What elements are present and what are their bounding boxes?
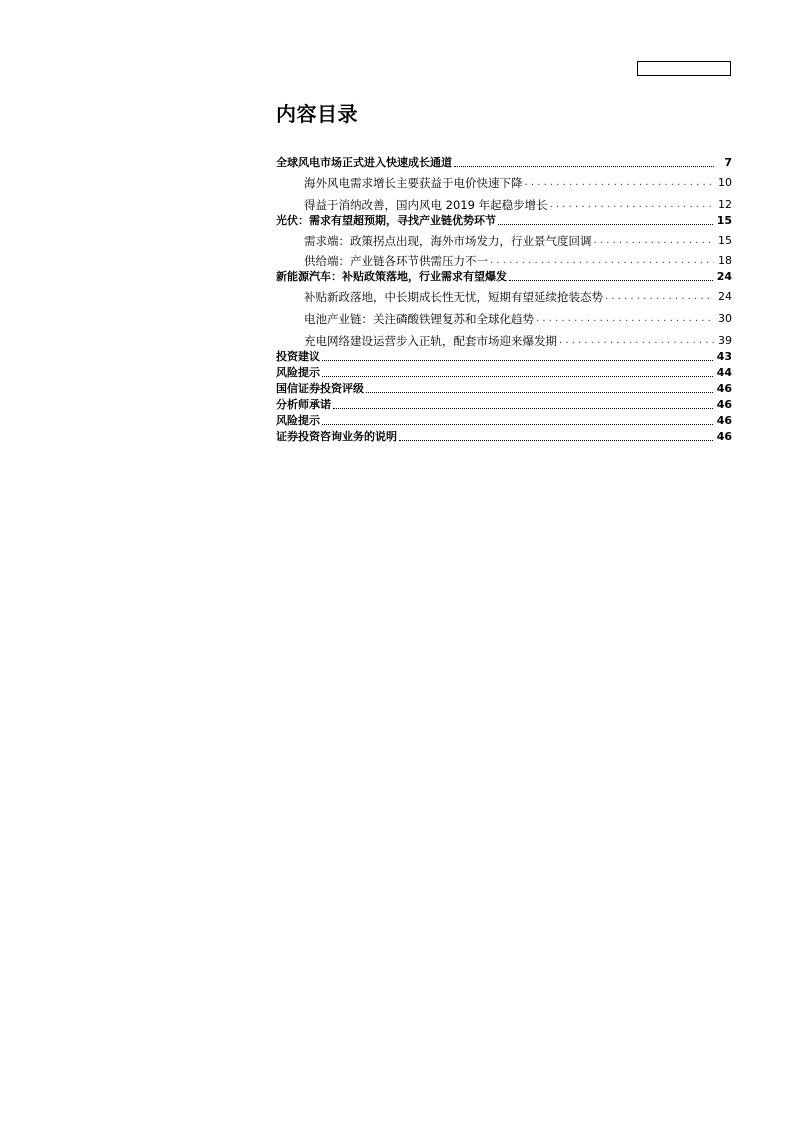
toc-entry[interactable] bbox=[276, 154, 732, 170]
toc-entry-page: 44 bbox=[716, 366, 732, 379]
toc-leader bbox=[594, 234, 715, 246]
toc-entry[interactable] bbox=[276, 326, 732, 348]
toc-leader bbox=[525, 176, 715, 188]
toc-leader bbox=[498, 224, 713, 225]
toc-entry-title: 国信证券投资评级 bbox=[276, 382, 364, 395]
toc-entry-title: 充电网络建设运营步入正轨，配套市场迎来爆发期 bbox=[304, 334, 557, 348]
toc-entry[interactable] bbox=[276, 284, 732, 304]
toc-entry-page: 46 bbox=[716, 430, 732, 443]
toc-entry-title: 分析师承诺 bbox=[276, 398, 331, 411]
toc-entry-title: 风险提示 bbox=[276, 366, 320, 379]
table-of-contents bbox=[276, 154, 732, 444]
toc-leader bbox=[559, 334, 714, 346]
toc-title: 内容目录 bbox=[276, 102, 358, 126]
toc-entry-title: 电池产业链：关注磷酸铁锂复苏和全球化趋势 bbox=[304, 312, 534, 326]
toc-entry-title: 得益于消纳改善，国内风电 2019 年起稳步增长 bbox=[304, 198, 548, 212]
toc-leader bbox=[322, 424, 713, 425]
toc-entry[interactable] bbox=[276, 364, 732, 380]
toc-entry-page: 39 bbox=[718, 334, 732, 347]
toc-leader bbox=[366, 392, 713, 393]
toc-entry-title: 光伏：需求有望超预期，寻找产业链优势环节 bbox=[276, 214, 496, 227]
toc-entry[interactable] bbox=[276, 428, 732, 444]
toc-entry-title: 需求端：政策拐点出现，海外市场发力，行业景气度回调 bbox=[304, 234, 592, 248]
toc-leader bbox=[509, 280, 713, 281]
toc-leader bbox=[536, 312, 714, 324]
toc-entry-title: 海外风电需求增长主要获益于电价快速下降 bbox=[304, 176, 523, 190]
toc-entry-title: 投资建议 bbox=[276, 350, 320, 363]
toc-entry[interactable] bbox=[276, 380, 732, 396]
toc-entry-title: 全球风电市场正式进入快速成长通道 bbox=[276, 156, 452, 169]
toc-entry[interactable] bbox=[276, 412, 732, 428]
toc-entry-page: 15 bbox=[718, 234, 732, 247]
toc-leader bbox=[550, 198, 714, 210]
toc-entry-page: 30 bbox=[718, 312, 732, 325]
toc-entry-title: 证券投资咨询业务的说明 bbox=[276, 430, 397, 443]
toc-entry[interactable] bbox=[276, 212, 732, 228]
toc-entry-title: 补贴新政落地，中长期成长性无忧，短期有望延续抢装态势 bbox=[304, 290, 603, 304]
toc-entry-page: 46 bbox=[716, 414, 732, 427]
toc-entry-title: 风险提示 bbox=[276, 414, 320, 427]
toc-entry-page: 18 bbox=[718, 254, 732, 267]
toc-leader bbox=[399, 440, 713, 441]
toc-entry-page: 43 bbox=[716, 350, 732, 363]
toc-entry[interactable] bbox=[276, 228, 732, 248]
toc-entry-page: 15 bbox=[716, 214, 732, 227]
toc-entry-title: 供给端：产业链各环节供需压力不一 bbox=[304, 254, 488, 268]
header-box bbox=[637, 61, 731, 76]
toc-entry-page: 24 bbox=[716, 270, 732, 283]
toc-entry[interactable] bbox=[276, 190, 732, 212]
toc-entry-page: 12 bbox=[718, 198, 732, 211]
toc-entry-page: 7 bbox=[724, 156, 732, 169]
toc-entry-page: 46 bbox=[716, 382, 732, 395]
toc-leader bbox=[490, 254, 714, 266]
toc-entry[interactable] bbox=[276, 304, 732, 326]
toc-entry[interactable] bbox=[276, 170, 732, 190]
toc-entry[interactable] bbox=[276, 268, 732, 284]
toc-leader bbox=[454, 166, 714, 167]
toc-leader bbox=[333, 408, 713, 409]
toc-entry-page: 10 bbox=[718, 176, 732, 189]
toc-entry[interactable] bbox=[276, 248, 732, 268]
toc-entry[interactable] bbox=[276, 348, 732, 364]
toc-leader bbox=[322, 376, 713, 377]
toc-leader bbox=[605, 290, 714, 302]
toc-leader bbox=[322, 360, 713, 361]
toc-entry-page: 46 bbox=[716, 398, 732, 411]
toc-entry-page: 24 bbox=[718, 290, 732, 303]
toc-entry[interactable] bbox=[276, 396, 732, 412]
toc-entry-title: 新能源汽车：补贴政策落地，行业需求有望爆发 bbox=[276, 270, 507, 283]
